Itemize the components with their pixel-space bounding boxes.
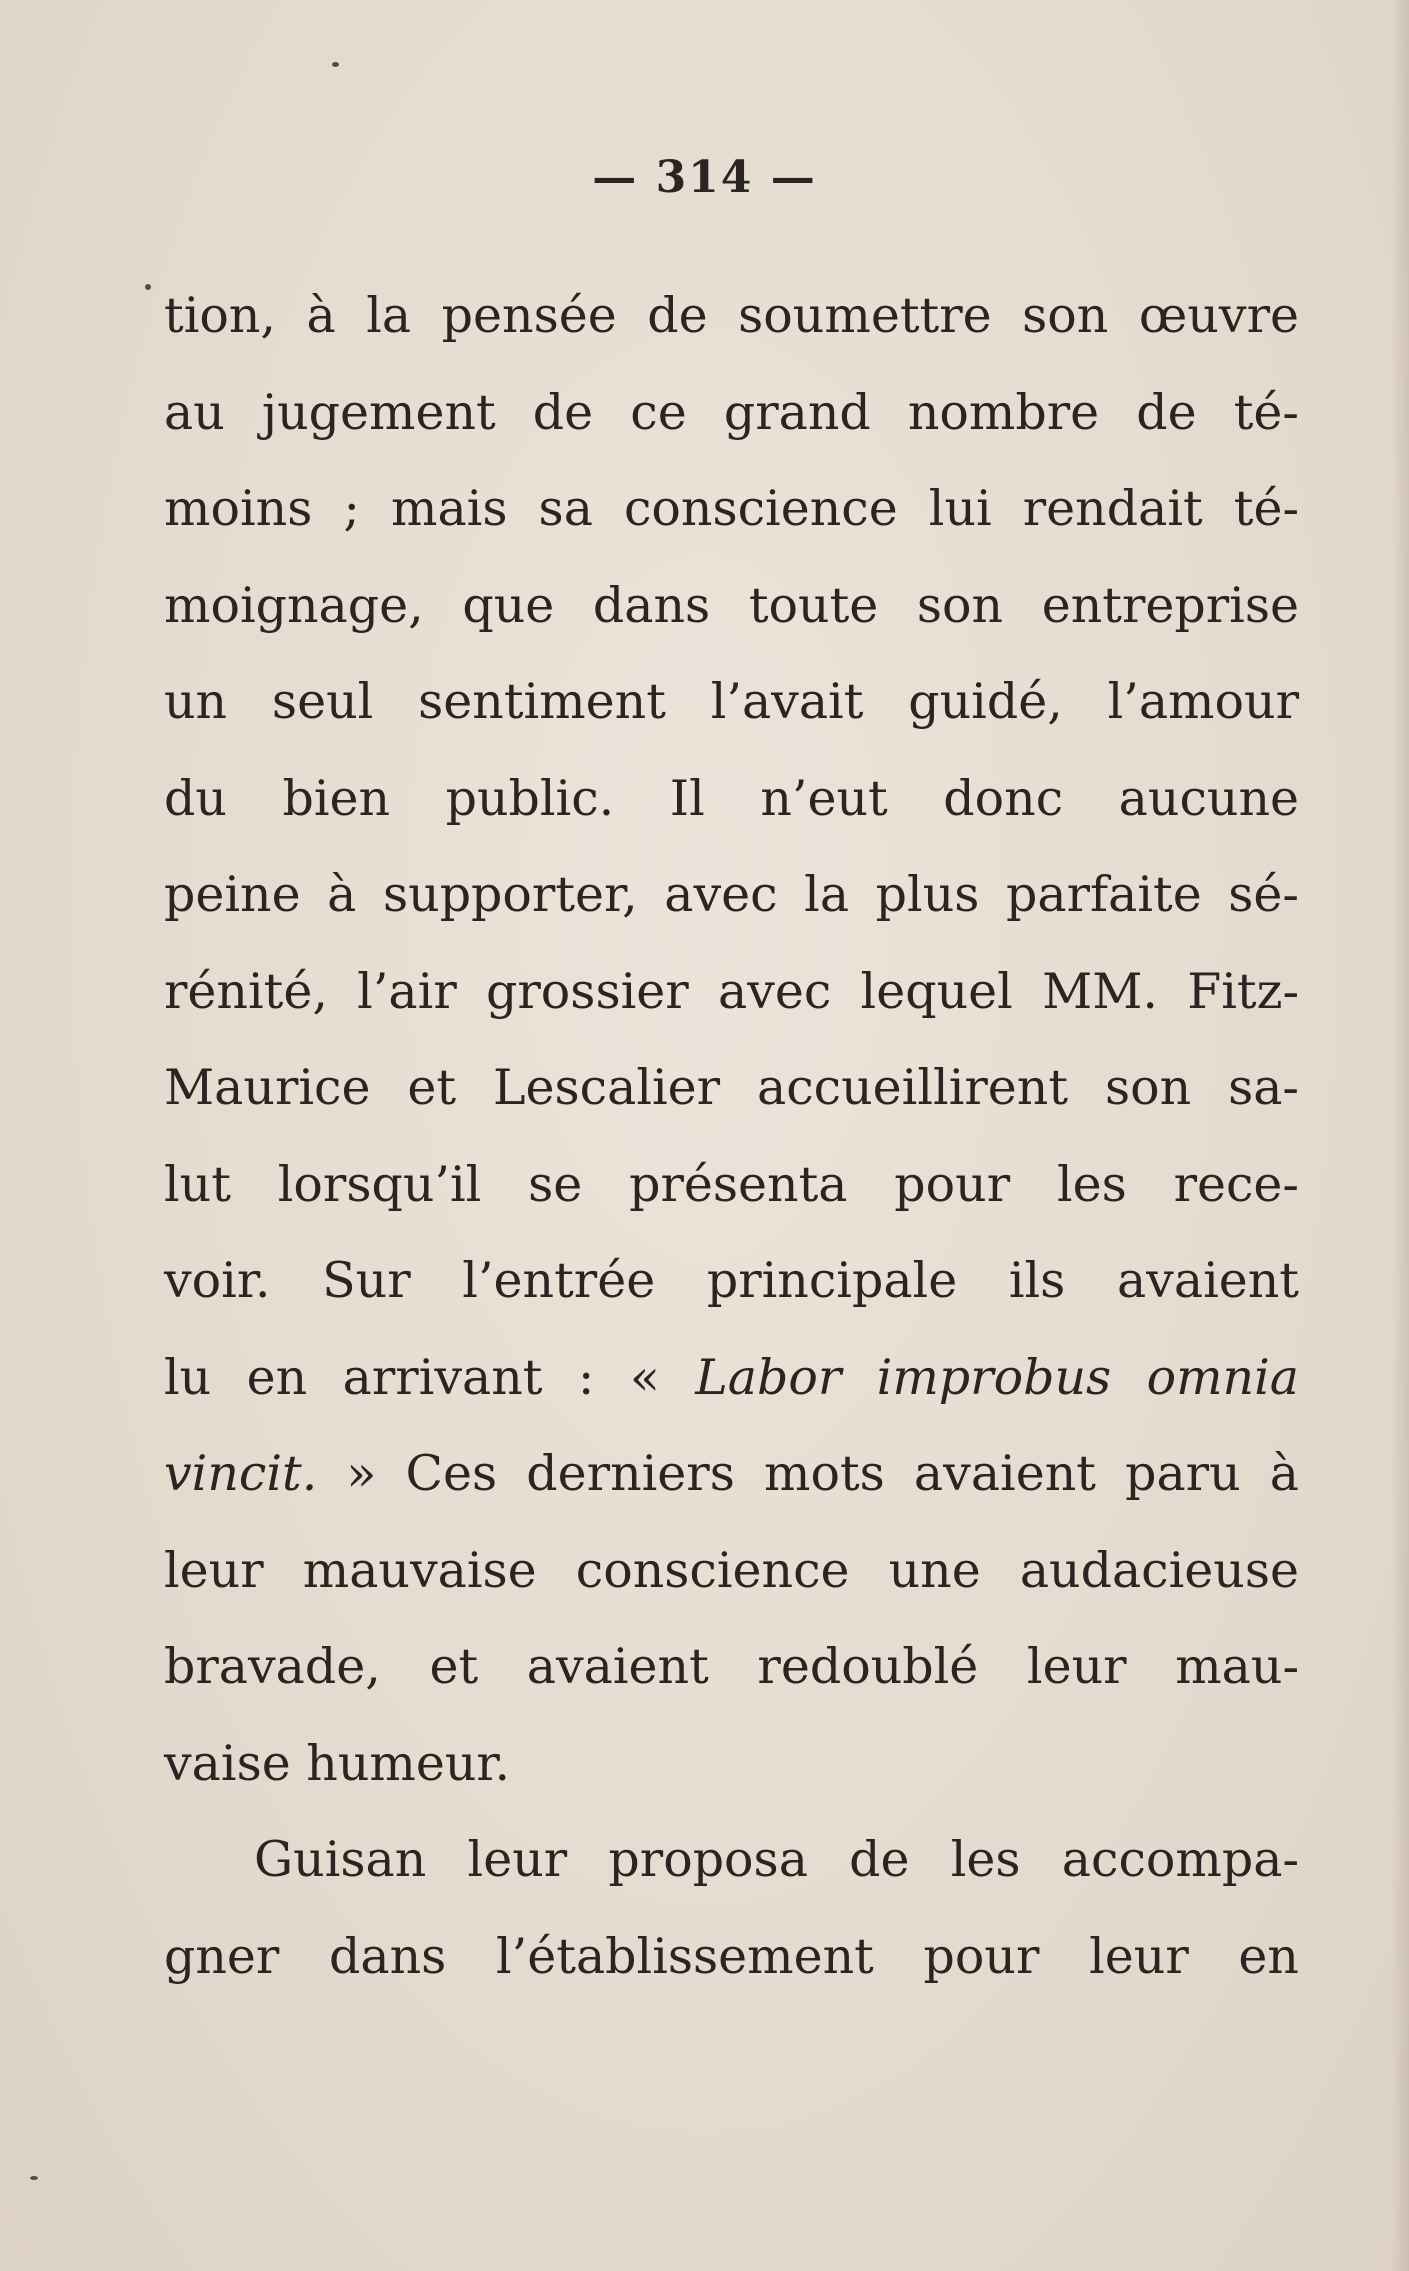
page-edge-shadow <box>1391 0 1409 2271</box>
quote-prefix: lu en arrivant : « <box>164 1348 696 1406</box>
paragraph2-line: Guisan leur proposa de les accompa- <box>254 1831 1299 1888</box>
body-text <box>164 268 1299 2005</box>
text-line: leur mauvaise conscience une audacieuse <box>164 1541 1299 1599</box>
latin-motto-part2: vincit. <box>164 1445 318 1502</box>
text-line-quote-start <box>164 1330 1299 1427</box>
ink-speck <box>145 284 151 290</box>
text-line: tion, à la pensée de soumettre son œuvre <box>164 287 1299 344</box>
text-line: Maurice et Lescalier accueillirent son sa- <box>164 1059 1299 1116</box>
page-number: — 314 — <box>592 152 817 203</box>
ink-speck <box>332 62 339 67</box>
ink-speck <box>30 2176 38 2180</box>
text-line: peine à supporter, avec la plus parfaite sé- <box>164 866 1299 923</box>
text-line: voir. Sur l’entrée principale ils avaient <box>164 1252 1299 1309</box>
text-line: rénité, l’air grossier avec lequel MM. Fitz- <box>164 962 1299 1020</box>
paragraph-end-line: vaise humeur. <box>164 1734 511 1792</box>
latin-motto-part1: Labor improbus omnia <box>695 1348 1299 1406</box>
text-line: au jugement de ce grand nombre de té- <box>164 383 1299 441</box>
text-line: lut lorsqu’il se présenta pour les rece- <box>164 1155 1299 1213</box>
text-line-quote-end <box>164 1426 1299 1523</box>
paragraph2-line: gner dans l’établissement pour leur en <box>164 1927 1299 1985</box>
text-line: bravade, et avaient redoublé leur mau- <box>164 1638 1299 1695</box>
text-line: un seul sentiment l’avait guidé, l’amour <box>164 673 1299 730</box>
text-line: du bien public. Il n’eut donc aucune <box>164 769 1299 827</box>
text-line: moins ; mais sa conscience lui rendait té- <box>164 480 1299 537</box>
quote-suffix: » Ces derniers mots avaient paru à <box>317 1445 1299 1502</box>
text-line: moignage, que dans toute son entreprise <box>164 576 1299 634</box>
